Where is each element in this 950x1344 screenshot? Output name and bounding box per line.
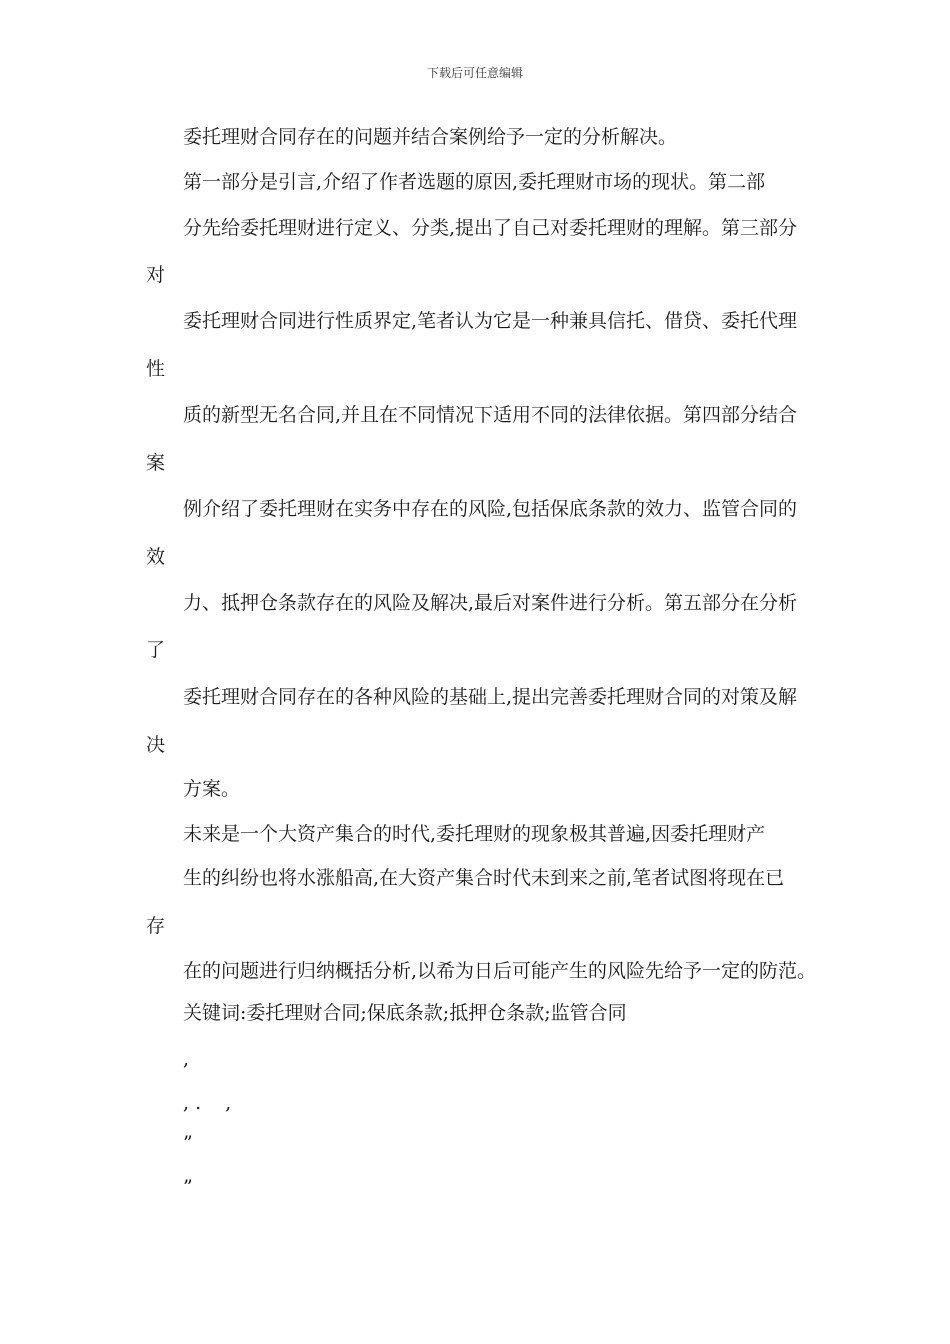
body-line: 存 [146,915,166,937]
body-line: 生的纠纷也将水涨船高,在大资产集合时代未到来之前,笔者试图将现在已 [183,867,785,889]
stray-mark: ” [183,1176,193,1198]
body-line: 委托理财合同进行性质界定,笔者认为它是一种兼具信托、借贷、委托代理 [183,310,798,332]
stray-mark: ” [183,1132,193,1154]
body-line: 方案。 [183,778,241,800]
body-line: 力、抵押仓条款存在的风险及解决,最后对案件进行分析。第五部分在分析 [183,592,798,614]
stray-mark: , [183,1048,190,1070]
body-line: 案 [146,452,166,474]
body-line: 决 [146,734,166,756]
body-line: 分先给委托理财进行定义、分类,提出了自己对委托理财的理解。第三部分 [183,217,798,239]
body-line: 在的问题进行归纳概括分析,以希为日后可能产生的风险先给予一定的防范。 [183,960,817,982]
body-line: 第一部分是引言,介绍了作者选题的原因,委托理财市场的现状。第二部 [183,171,766,193]
body-line: 了 [146,639,166,661]
stray-mark: , . , [183,1092,232,1114]
body-line: 性 [146,358,166,380]
keywords-line: 关键词:委托理财合同;保底条款;抵押仓条款;监管合同 [183,1002,627,1024]
body-line: 委托理财合同存在的问题并结合案例给予一定的分析解决。 [183,126,678,148]
body-line: 未来是一个大资产集合的时代,委托理财的现象极其普遍,因委托理财产 [183,823,766,845]
body-line: 质的新型无名合同,并且在不同情况下适用不同的法律依据。第四部分结合 [183,404,798,426]
body-line: 效 [146,546,166,568]
body-line: 对 [146,264,166,286]
page-header: 下载后可任意编辑 [426,66,523,80]
body-line: 例介绍了委托理财在实务中存在的风险,包括保底条款的效力、监管合同的 [183,498,798,520]
body-line: 委托理财合同存在的各种风险的基础上,提出完善委托理财合同的对策及解 [183,686,798,708]
